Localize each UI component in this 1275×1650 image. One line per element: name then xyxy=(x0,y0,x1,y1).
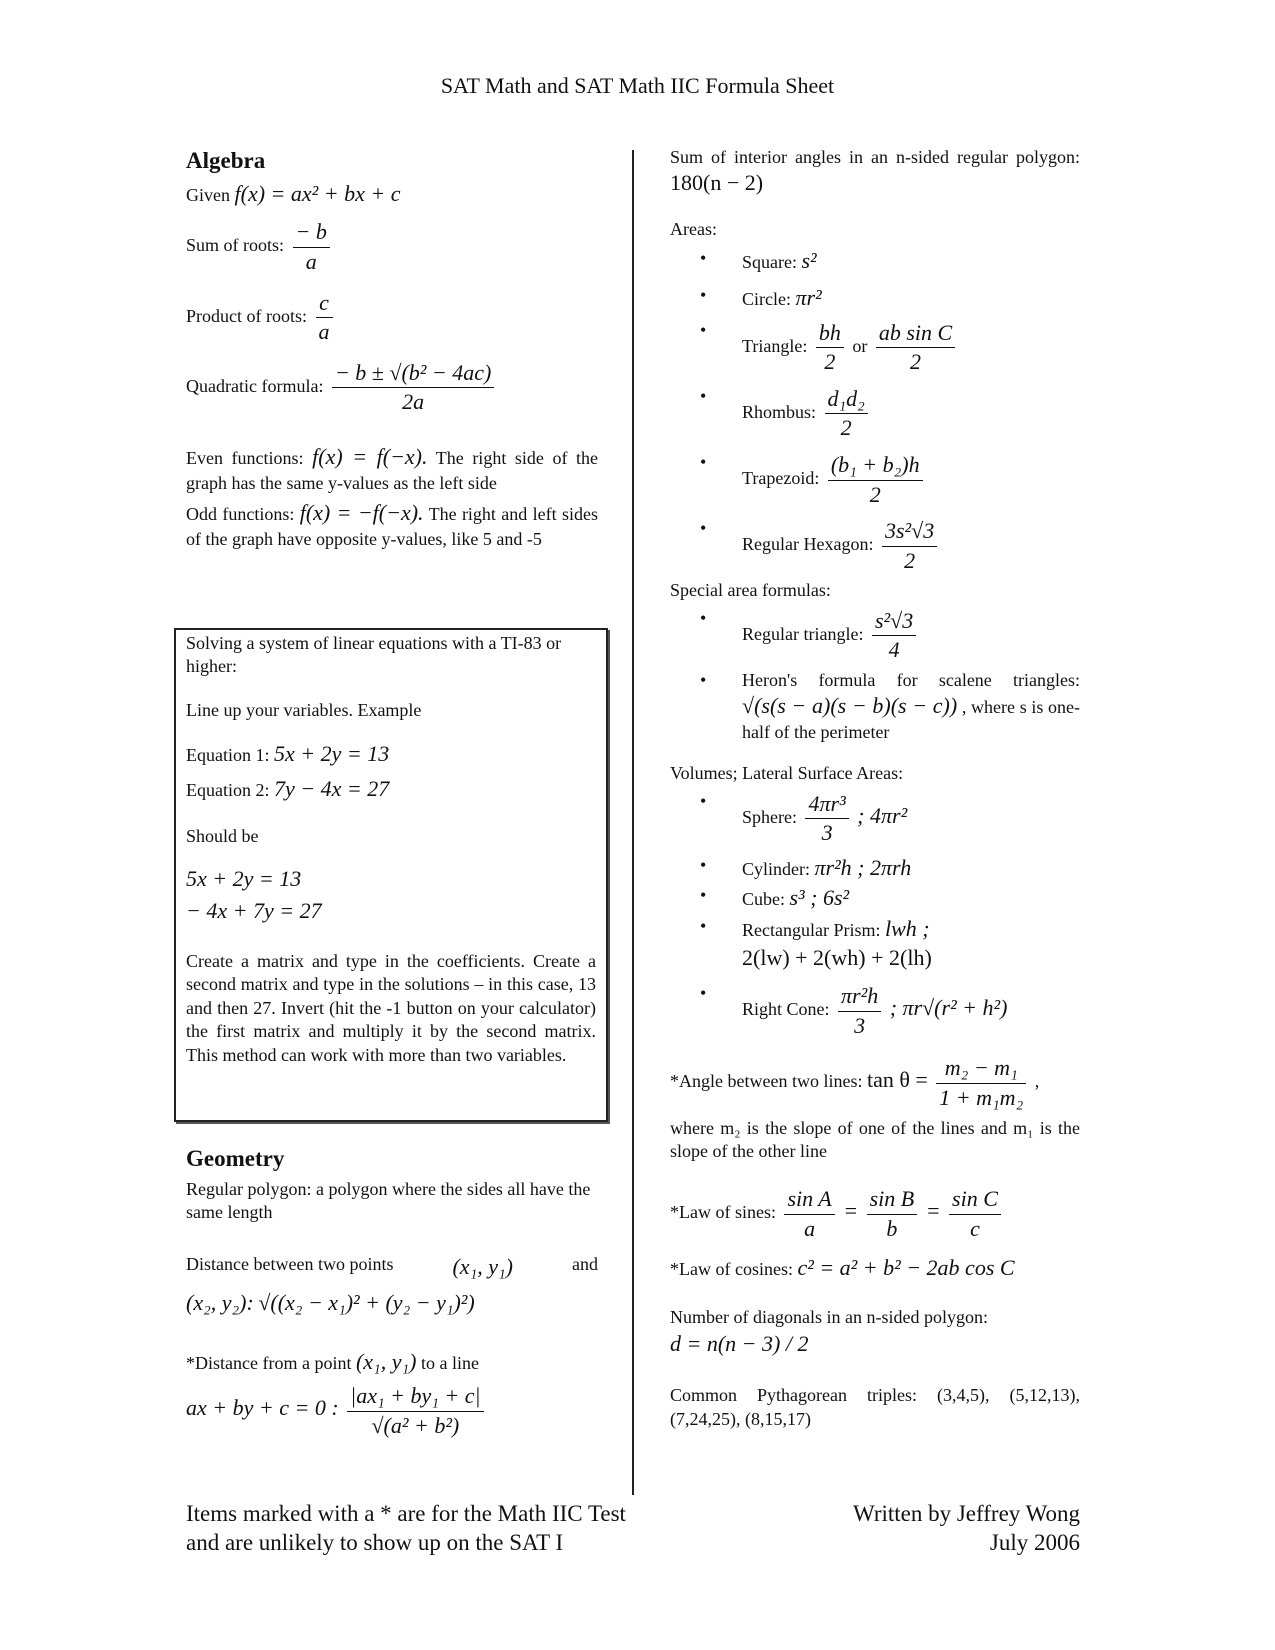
triangle-f2-num: ab sin C xyxy=(876,319,955,349)
rhombus-den: 2 xyxy=(840,415,852,441)
interior-formula: 180(n − 2) xyxy=(670,170,764,196)
footer-credit xyxy=(780,1500,1080,1558)
line-equation: ax + by + c = 0 : xyxy=(186,1395,339,1421)
special-heron xyxy=(700,669,1080,744)
diagonals-text: Number of diagonals in an n-sided polygon: xyxy=(670,1307,988,1328)
area-square xyxy=(700,247,1080,276)
heron-formula: √(s(s − a)(s − b)(s − c)) xyxy=(742,693,958,719)
footer-note xyxy=(186,1500,626,1558)
equation-2 xyxy=(186,775,596,804)
vol-prism xyxy=(700,915,1080,972)
triangle-label: Triangle: xyxy=(742,335,808,356)
angle-comma: , xyxy=(1034,1071,1040,1092)
should-be-eq1: 5x + 2y = 13 xyxy=(186,865,302,891)
hexagon-den: 2 xyxy=(904,547,916,573)
reg-tri-den: 4 xyxy=(888,637,900,663)
footer-left-line-1: Items marked with a * are for the Math IIC Test xyxy=(186,1501,626,1526)
distance-and: and xyxy=(572,1253,598,1274)
hexagon-label: Regular Hexagon: xyxy=(742,534,874,555)
area-hexagon xyxy=(700,517,1080,575)
trapezoid-num: (b₁ + b₂)h xyxy=(828,451,923,481)
dist-line-tail: to a line xyxy=(420,1352,479,1373)
dist-line-label: *Distance from a point xyxy=(186,1352,352,1373)
interior-text: Sum of interior angles in an n-sided regular polygon: xyxy=(670,147,1080,167)
cone-den: 3 xyxy=(854,1012,866,1038)
special-list xyxy=(670,607,1080,745)
heron-label: Heron's formula for scalene triangles: xyxy=(742,669,1080,690)
even-formula: f(x) = f(−x). xyxy=(312,444,428,470)
quad-den: 2a xyxy=(402,389,425,415)
interior-angles xyxy=(670,146,1080,198)
trapezoid-fraction xyxy=(828,451,923,509)
odd-functions xyxy=(186,499,598,551)
law-of-sines xyxy=(670,1185,1080,1243)
areas-list xyxy=(670,247,1080,575)
odd-text: The right and left sides of the graph have opposite y-values, like 5 and -5 xyxy=(186,504,598,549)
sines-a-den: a xyxy=(804,1215,816,1241)
footer-left-line-2: and are unlikely to show up on the SAT I xyxy=(186,1529,564,1555)
distance-formula-line xyxy=(186,1289,598,1318)
cone-num: πr²h xyxy=(838,982,881,1012)
sum-label: Sum of roots: xyxy=(186,235,285,256)
page-title: SAT Math and SAT Math IIC Formula Sheet xyxy=(440,73,835,98)
sphere-den: 3 xyxy=(821,820,833,846)
equation-1 xyxy=(186,740,596,769)
sum-of-roots xyxy=(186,218,598,276)
triangle-f1-num: bh xyxy=(816,319,844,349)
special-regular-triangle xyxy=(700,607,1080,665)
column-divider xyxy=(632,150,634,1495)
sines-label: *Law of sines: xyxy=(670,1202,776,1223)
angle-num: m₂ − m₁ xyxy=(936,1054,1026,1084)
cube-label: Cube: xyxy=(742,889,785,910)
product-fraction xyxy=(316,289,333,347)
sines-equals-1: = xyxy=(843,1198,859,1224)
rhombus-num: d₁d₂ xyxy=(825,385,868,415)
sines-fraction-a xyxy=(784,1185,834,1243)
angle-label: *Angle between two lines: xyxy=(670,1071,863,1092)
trapezoid-den: 2 xyxy=(869,481,881,507)
rhombus-label: Rhombus: xyxy=(742,401,817,422)
even-label: Even functions: xyxy=(186,448,304,469)
distance-point1: (x₁, y₁) xyxy=(452,1253,513,1279)
reg-tri-num: s²√3 xyxy=(872,607,916,637)
prism-label: Rectangular Prism: xyxy=(742,920,881,941)
heron-tail: , where s is one-half of the perimeter xyxy=(742,697,1081,742)
product-num: c xyxy=(316,289,333,319)
sphere-area: ; 4πr² xyxy=(857,802,908,828)
sines-equals-2: = xyxy=(925,1198,941,1224)
dist-line-fraction xyxy=(347,1382,483,1440)
angle-lhs: tan θ = xyxy=(866,1067,928,1093)
cone-area: ; πr√(r² + h²) xyxy=(889,995,1008,1021)
box-paragraph: Create a matrix and type in the coefficients. Create a second matrix and type in the solutions – in this case, 13 and then 27. Invert (hit the -1 button on your calculator) the first matrix and multiply it by the second matrix. This method can work with more than two variables. xyxy=(186,950,596,1065)
odd-formula: f(x) = −f(−x). xyxy=(299,500,424,526)
linear-system-box xyxy=(174,628,608,1122)
dist-line-num: |ax₁ + by₁ + c| xyxy=(347,1382,483,1412)
eq1-formula: 5x + 2y = 13 xyxy=(274,741,390,767)
footer-author: Written by Jeffrey Wong xyxy=(853,1501,1080,1526)
box-intro: Solving a system of linear equations with a TI-83 or higher: xyxy=(186,633,562,677)
triangle-f2-den: 2 xyxy=(910,349,922,375)
areas-heading: Areas: xyxy=(670,218,717,239)
triangle-or: or xyxy=(852,335,868,356)
should-be-eq2: − 4x + 7y = 27 xyxy=(186,898,322,924)
rhombus-fraction xyxy=(825,385,868,443)
even-functions xyxy=(186,443,598,495)
triangle-f1-den: 2 xyxy=(824,349,836,375)
angle-between-lines xyxy=(670,1054,1080,1112)
hexagon-fraction xyxy=(882,517,937,575)
left-column xyxy=(186,146,598,551)
dist-line-point: (x₁, y₁) xyxy=(355,1348,417,1374)
cone-label: Right Cone: xyxy=(742,999,830,1020)
circle-formula: πr² xyxy=(795,284,822,310)
distance-to-line-formula xyxy=(186,1382,598,1440)
given-formula: f(x) = ax² + bx + c xyxy=(234,180,401,206)
geometry-section xyxy=(186,1144,598,1441)
pythagorean-triples: Common Pythagorean triples: (3,4,5), (5,12,13), (7,24,25), (8,15,17) xyxy=(670,1385,1080,1429)
eq1-label: Equation 1: xyxy=(186,745,270,766)
reg-tri-label: Regular triangle: xyxy=(742,623,864,644)
distance-line xyxy=(186,1253,598,1282)
hexagon-num: 3s²√3 xyxy=(882,517,937,547)
prism-formula-1: lwh ; xyxy=(884,916,930,942)
distance-formula: √((x₂ − x₁)² + (y₂ − y₁)²) xyxy=(258,1290,475,1316)
triangle-fraction-2 xyxy=(876,319,955,377)
sum-fraction xyxy=(293,218,330,276)
footer-date: July 2006 xyxy=(989,1529,1080,1555)
reg-tri-fraction xyxy=(872,607,916,665)
vol-cube xyxy=(700,884,1080,913)
volumes-heading: Volumes; Lateral Surface Areas: xyxy=(670,763,904,784)
prism-formula-2: 2(lw) + 2(wh) + 2(lh) xyxy=(742,944,932,970)
cylinder-formula: πr²h ; 2πrh xyxy=(814,854,912,880)
sphere-label: Sphere: xyxy=(742,806,797,827)
special-heading: Special area formulas: xyxy=(670,580,831,601)
sines-a-num: sin A xyxy=(784,1185,834,1215)
area-triangle xyxy=(700,319,1080,377)
algebra-heading: Algebra xyxy=(186,148,266,173)
cube-formula: s³ ; 6s² xyxy=(789,885,850,911)
triangle-fraction-1 xyxy=(816,319,844,377)
distance-label: Distance between two points xyxy=(186,1253,394,1274)
area-rhombus xyxy=(700,385,1080,443)
cosines-label: *Law of cosines: xyxy=(670,1258,793,1279)
sphere-fraction xyxy=(805,790,848,848)
area-trapezoid xyxy=(700,451,1080,509)
geometry-heading: Geometry xyxy=(186,1146,285,1171)
quadratic-formula xyxy=(186,359,598,417)
sines-fraction-c xyxy=(949,1185,1001,1243)
angle-text: where m₂ is the slope of one of the lines and m₁ is the slope of the other line xyxy=(670,1117,1080,1161)
distance-to-line xyxy=(186,1348,598,1377)
volumes-list xyxy=(670,790,1080,1041)
cone-fraction xyxy=(838,982,881,1040)
sum-den: a xyxy=(305,249,317,275)
diagonals-formula: d = n(n − 3) / 2 xyxy=(670,1330,809,1356)
sines-b-num: sin B xyxy=(867,1185,918,1215)
should-be: Should be xyxy=(186,826,259,847)
trapezoid-label: Trapezoid: xyxy=(742,468,820,489)
circle-label: Circle: xyxy=(742,288,791,309)
sines-c-den: c xyxy=(970,1215,980,1241)
square-label: Square: xyxy=(742,252,797,273)
quad-num: − b ± √(b² − 4ac) xyxy=(332,359,494,389)
sines-c-num: sin C xyxy=(949,1185,1001,1215)
sines-b-den: b xyxy=(886,1215,898,1241)
angle-fraction xyxy=(936,1054,1026,1112)
box-lineup: Line up your variables. Example xyxy=(186,699,422,720)
vol-sphere xyxy=(700,790,1080,848)
given-label: Given xyxy=(186,184,230,205)
cosines-formula: c² = a² + b² − 2ab cos C xyxy=(797,1254,1015,1280)
eq2-label: Equation 2: xyxy=(186,779,270,800)
sum-num: − b xyxy=(293,218,330,248)
right-column xyxy=(670,146,1080,1431)
angle-den: 1 + m₁m₂ xyxy=(939,1085,1024,1110)
distance-point2: (x₂, y₂): xyxy=(186,1290,254,1316)
given-line xyxy=(186,180,598,209)
quad-label: Quadratic formula: xyxy=(186,376,324,397)
odd-label: Odd functions: xyxy=(186,504,295,525)
even-text: The right side of the graph has the same y-values as the left side xyxy=(186,448,598,493)
law-of-cosines xyxy=(670,1254,1080,1283)
regular-polygon: Regular polygon: a polygon where the sides all have the same length xyxy=(186,1178,591,1223)
eq2-formula: 7y − 4x = 27 xyxy=(274,775,390,801)
area-circle xyxy=(700,284,1080,313)
dist-line-den: √(a² + b²) xyxy=(371,1413,460,1439)
sphere-num: 4πr³ xyxy=(805,790,848,820)
vol-cone xyxy=(700,982,1080,1040)
quad-fraction xyxy=(332,359,494,417)
vol-cylinder xyxy=(700,854,1080,883)
product-den: a xyxy=(318,319,330,345)
sines-fraction-b xyxy=(867,1185,918,1243)
cylinder-label: Cylinder: xyxy=(742,858,810,879)
product-of-roots xyxy=(186,289,598,347)
product-label: Product of roots: xyxy=(186,305,307,326)
square-formula: s² xyxy=(801,248,817,274)
